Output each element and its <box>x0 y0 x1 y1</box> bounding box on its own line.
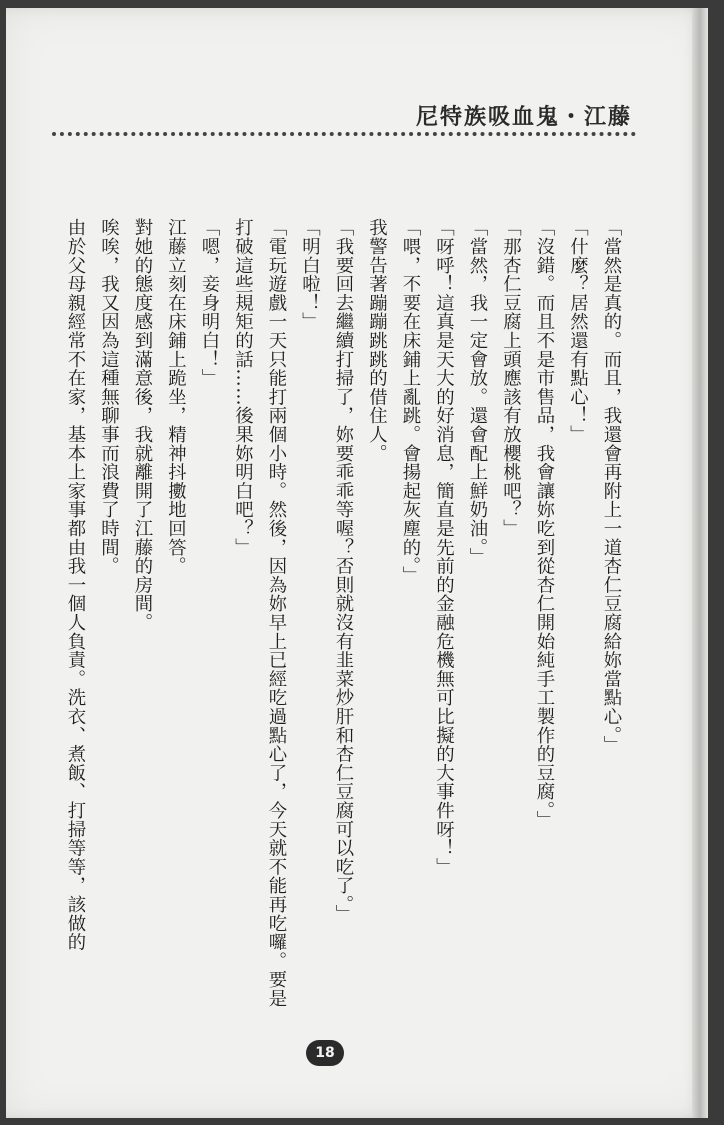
text-line: 「喂，不要在床鋪上亂跳。會揚起灰塵的。」 <box>400 218 421 585</box>
body-text <box>65 218 628 1008</box>
text-line: 「那杏仁豆腐上頭應該有放櫻桃吧？」 <box>500 218 522 538</box>
text-line: 唉唉，我又因為這種無聊事而浪費了時間。 <box>98 218 120 576</box>
page-number: 18 <box>306 1040 344 1066</box>
text-line: 「呀呼！這真是天大的好消息，簡直是先前的金融危機無可比擬的大事件呀！」 <box>433 218 455 876</box>
running-header-title: 尼特族吸血鬼・江藤 <box>415 105 632 130</box>
text-line: 「當然是真的。而且，我還會再附上一道杏仁豆腐給妳當點心。」 <box>601 218 622 754</box>
text-line: 由於父母親經常不在家，基本上家事都由我一個人負責。洗衣、煮飯、打掃等等，該做的 <box>65 218 86 952</box>
text-line: 「什麼？居然還有點心！」 <box>567 218 589 444</box>
text-line: 「沒錯。而且不是市售品，我會讓妳吃到從杏仁開始純手工製作的豆腐。」 <box>534 218 555 830</box>
header-dotted-rule <box>52 132 636 136</box>
text-line: 「嗯，妾身明白！」 <box>199 218 220 388</box>
page-edge <box>692 8 708 1118</box>
text-line: 江藤立刻在床鋪上跪坐，精神抖擻地回答。 <box>165 218 187 576</box>
text-line: 我警告著蹦蹦跳跳的借住人。 <box>366 218 388 463</box>
text-line: 「電玩遊戲一天只能打兩個小時。然後，因為妳早上已經吃過點心了，今天就不能再吃囉。要是打破這些規矩的話……後果妳明白吧？」 <box>232 218 287 1008</box>
book-page <box>6 8 708 1118</box>
text-line: 「當然，我一定會放。還會配上鮮奶油。」 <box>467 218 488 566</box>
text-line: 「我要回去繼續打掃了，妳要乖乖等喔？否則就沒有韭菜炒肝和杏仁豆腐可以吃了。」 <box>333 218 354 924</box>
text-line: 對她的態度感到滿意後，我就離開了江藤的房間。 <box>132 218 153 632</box>
text-line: 「明白啦！」 <box>299 218 321 331</box>
